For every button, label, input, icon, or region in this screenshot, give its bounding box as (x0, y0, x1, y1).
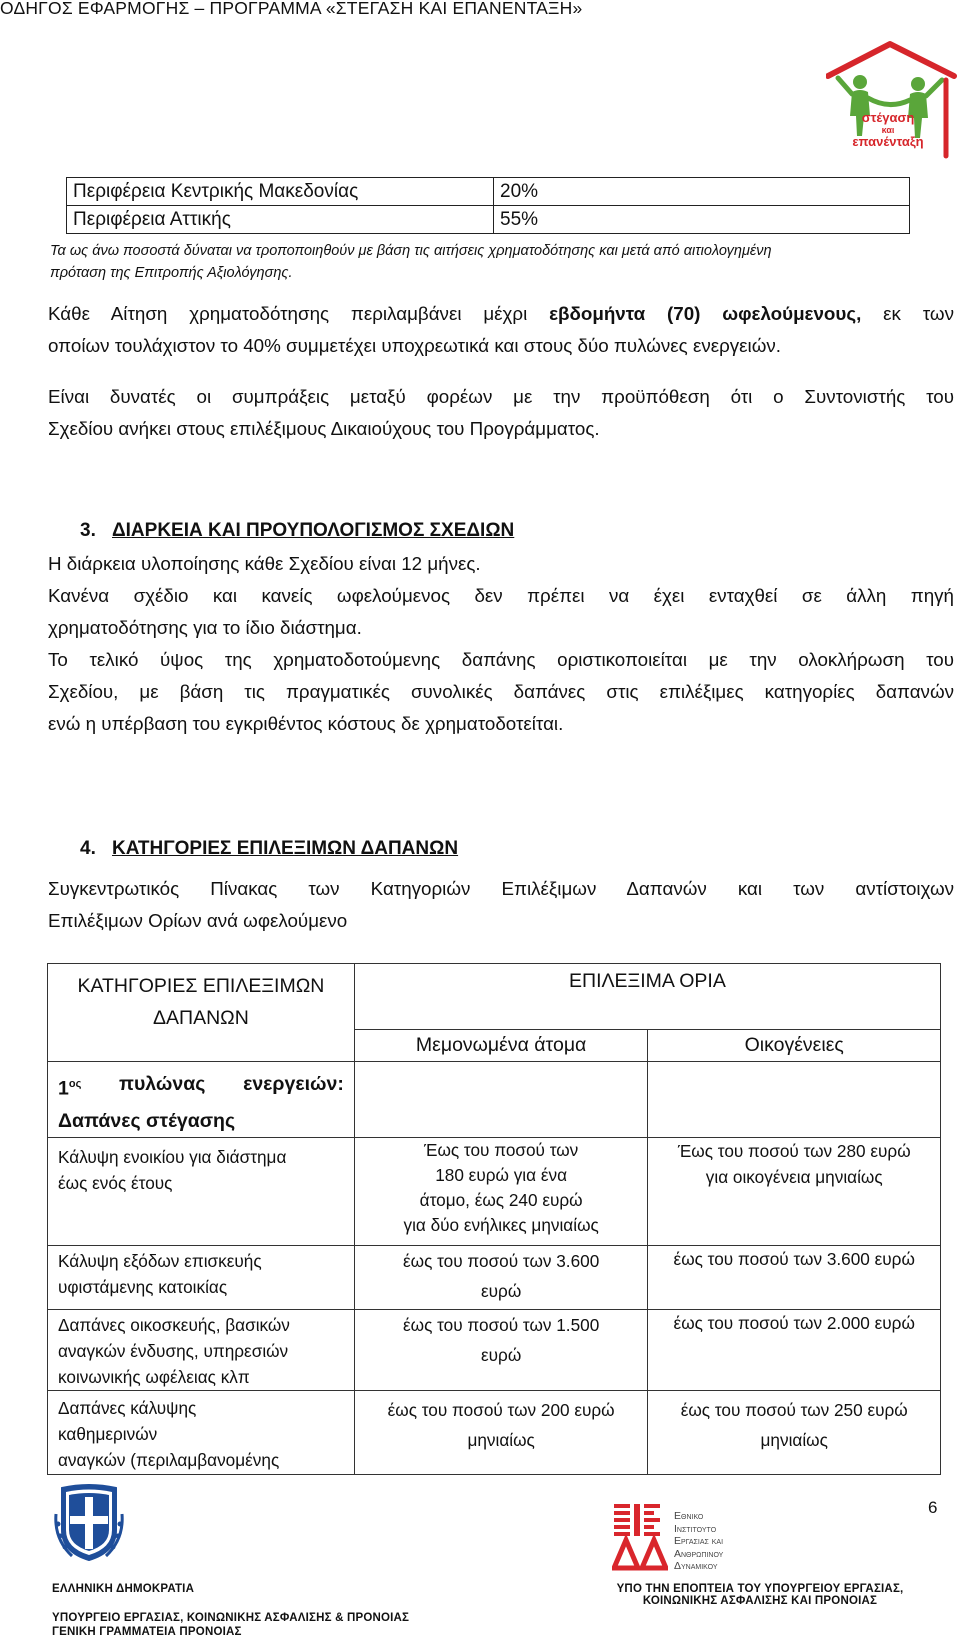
cell-line: Έως του ποσού των (423, 1139, 579, 1160)
text-segment: εκ των (861, 303, 954, 324)
pillar-superscript: ος (68, 1078, 82, 1090)
cell-line: ευρώ (480, 1280, 522, 1301)
stegasi-logo (826, 40, 960, 170)
cell-line: για οικογένεια μηνιαίως (705, 1166, 883, 1187)
logo-text-stegasi: στέγαση (861, 110, 915, 125)
document-header-title: ΟΔΗΓΟΣ ΕΦΑΡΜΟΓΗΣ – ΠΡΟΓΡΑΜΜΑ «ΣΤΕΓΑΣΗ ΚΑΙ ΕΠΑΝΕΝΤΑΞΗ» (0, 0, 583, 18)
individuals-limit-cell (354, 1309, 648, 1390)
pillar-number (58, 1068, 81, 1105)
paragraph-line: Σχεδίου ανήκει στους επιλέξιμους Δικαιούχους του Προγράμματος. (48, 418, 600, 439)
cell-line: έως του ποσού των 3.600 ευρώ (673, 1248, 915, 1269)
header-line: ΚΑΤΗΓΟΡΙΕΣ ΕΠΙΛΕΞΙΜΩΝ (77, 975, 325, 997)
section-number: 3. (80, 520, 96, 541)
paragraph-line: Κανένα σχέδιο και κανείς ωφελούμενος δεν πρέπει να έχει ενταχθεί σε άλλη πηγή (48, 585, 954, 606)
cell-line: έως ενός έτους (58, 1172, 173, 1193)
families-limit-cell (648, 1137, 941, 1245)
note-line: πρόταση της Επιτροπής Αξιολόγησης. (50, 265, 293, 281)
paragraph-line: Είναι δυνατές οι συμπράξεις μεταξύ φορέων με την προϋπόθεση ότι ο Συντονιστής του (48, 386, 954, 407)
subheader-individuals: Μεμονωμένα άτομα (354, 1030, 648, 1062)
cell-line: έως του ποσού των 2.000 ευρώ (673, 1312, 915, 1333)
region-percent: 20% (494, 178, 910, 206)
house-people-icon (826, 40, 960, 170)
individuals-limit-cell (354, 1390, 648, 1474)
category-cell (48, 1390, 355, 1474)
eiead-text-line: Ανθρωπινου (674, 1547, 724, 1560)
cell-line: έως του ποσού των 1.500 (402, 1314, 600, 1335)
eiead-text-line: Εργασιασ και (674, 1535, 724, 1547)
column-header-limits: ΕΠΙΛΕΞΙΜΑ ΟΡΙΑ (354, 964, 940, 1030)
paragraph-line: Η διάρκεια υλοποίησης κάθε Σχεδίου είναι 12 μήνες. (48, 553, 481, 574)
section-4-heading (80, 838, 458, 860)
greek-coat-of-arms (52, 1484, 126, 1564)
column-header-categories (48, 964, 355, 1062)
individuals-limit-cell (354, 1137, 648, 1245)
cell-line: ευρώ (480, 1344, 522, 1365)
cell-line: Έως του ποσού των 280 ευρώ (677, 1140, 911, 1161)
paragraph-line: Επιλέξιμων Ορίων ανά ωφελούμενο (48, 910, 348, 931)
individuals-limit-cell (354, 1245, 648, 1309)
region-name: Περιφέρεια Αττικής (67, 206, 494, 234)
table-row (48, 1309, 941, 1390)
paragraph-line: χρηματοδότησης για το ίδιο διάστημα. (48, 617, 362, 638)
header-line: ΔΑΠΑΝΩΝ (152, 1007, 249, 1029)
cell-line: 180 ευρώ για ένα (435, 1164, 568, 1185)
footer-general-secretariat: ΓΕΝΙΚΗ ΓΡΑΜΜΑΤΕΙΑ ΠΡΟΝΟΙΑΣ (52, 1626, 242, 1638)
pillar-line (58, 1068, 344, 1105)
bold-text: εβδομήντα (70) ωφελούμενους, (549, 303, 862, 324)
families-limit-cell (648, 1245, 941, 1309)
paragraph-line: Συγκεντρωτικός Πίνακας των Κατηγοριών Επιλέξιμων Δαπανών και των αντίστοιχων (48, 878, 954, 899)
cell-line: μηνιαίως (467, 1429, 535, 1450)
empty-cell (354, 1062, 648, 1138)
cell-line: άτομο, έως 240 ευρώ (419, 1189, 583, 1210)
section-3-body (48, 548, 954, 740)
region-percentage-table (66, 177, 910, 234)
footer-hellenic-republic: ΕΛΛΗΝΙΚΗ ΔΗΜΟΚΡΑΤΙΑ (52, 1583, 195, 1595)
pillar-word: πυλώνας (119, 1073, 206, 1095)
table-row-pillar (48, 1062, 941, 1138)
paragraph-line (48, 298, 954, 330)
pillar-number-text: 1 (58, 1077, 69, 1100)
cell-line: αναγκών (περιλαμβανομένης (58, 1449, 280, 1470)
table-row (67, 178, 910, 206)
text-segment: Κάθε Αίτηση χρηματοδότησης περιλαμβάνει μέχρι (48, 303, 550, 324)
section-title: ΔΙΑΡΚΕΙΑ ΚΑΙ ΠΡΟΥΠΟΛΟΓΙΣΜΟΣ ΣΧΕΔΙΩΝ (112, 520, 515, 541)
section-title: ΚΑΤΗΓΟΡΙΕΣ ΕΠΙΛΕΞΙΜΩΝ ΔΑΠΑΝΩΝ (112, 838, 459, 859)
table-row (48, 1137, 941, 1245)
table-row (67, 206, 910, 234)
cell-line: υφιστάμενης κατοικίας (58, 1276, 228, 1297)
paragraph-line: Το τελικό ύψος της χρηματοδοτούμενης δαπάνης οριστικοποιείται με την ολοκλήρωση του (48, 649, 954, 670)
cell-line: αναγκών ένδυσης, υπηρεσιών (58, 1340, 289, 1361)
cell-line: έως του ποσού των 200 ευρώ (387, 1399, 615, 1420)
table-row (48, 964, 941, 1030)
eiead-text (674, 1510, 723, 1573)
families-limit-cell (648, 1309, 941, 1390)
category-cell (48, 1245, 355, 1309)
cell-line: Δαπάνες οικοσκευής, βασικών (58, 1314, 290, 1335)
paragraph-line: ενώ η υπέρβαση του εγκριθέντος κόστους δε χρηματοδοτείται. (48, 713, 564, 734)
footer-supervision-line: ΥΠΟ ΤΗΝ ΕΠΟΠΤΕΙΑ ΤΟΥ ΥΠΟΥΡΓΕΙΟΥ ΕΡΓΑΣΙΑΣ, (616, 1583, 904, 1595)
cell-line: Κάλυψη εξόδων επισκευής (58, 1250, 262, 1271)
cell-line: μηνιαίως (760, 1429, 828, 1450)
category-cell (48, 1137, 355, 1245)
eiead-logo (612, 1502, 752, 1572)
pillar-title: Δαπάνες στέγασης (58, 1109, 236, 1132)
table-row (48, 1245, 941, 1309)
table-row (48, 1390, 941, 1474)
section-4-body (48, 873, 954, 937)
eiead-text-line: Ινστιτουτο (674, 1522, 717, 1535)
coat-of-arms-icon (52, 1484, 126, 1564)
section-3-heading (80, 520, 514, 542)
eiead-text-line: Δυναμικου (674, 1560, 718, 1572)
eiead-text-line: Εθνικο (674, 1510, 704, 1522)
cell-line: για δύο ενήλικες μηνιαίως (403, 1214, 599, 1235)
note-line: Τα ως άνω ποσοστά δύναται να τροποποιηθούν με βάση τις αιτήσεις χρηματοδότησης και μετά από αιτιολογημένη (50, 243, 772, 259)
cell-line: κοινωνικής ωφέλειας κλπ (58, 1366, 250, 1387)
page-number: 6 (928, 1498, 938, 1517)
cell-line: έως του ποσού των 250 ευρώ (680, 1399, 908, 1420)
footer-supervision-line: ΚΟΙΝΩΝΙΚΗΣ ΑΣΦΑΛΙΣΗΣ ΚΑΙ ΠΡΟΝΟΙΑΣ (642, 1595, 878, 1607)
logo-text-epanentaxi: επανένταξη (852, 134, 924, 149)
pillar-cell (48, 1062, 355, 1138)
paragraph-line: Σχεδίου, με βάση τις πραγματικές συνολικές δαπάνες στις επιλέξιμες κατηγορίες δαπανών (48, 681, 954, 702)
category-cell (48, 1309, 355, 1390)
region-percent: 55% (494, 206, 910, 234)
eiead-mark-icon (612, 1502, 668, 1572)
eligible-costs-table (47, 963, 941, 1475)
empty-cell (648, 1062, 941, 1138)
cell-line: καθημερινών (58, 1423, 158, 1444)
cell-line: Κάλυψη ενοικίου για διάστημα (58, 1146, 287, 1167)
logo-text-kai: και (881, 125, 895, 135)
families-limit-cell (648, 1390, 941, 1474)
partnerships-paragraph (48, 381, 954, 445)
beneficiaries-paragraph (48, 298, 954, 362)
pillar-word: ενεργειών: (243, 1073, 344, 1095)
cell-line: έως του ποσού των 3.600 (402, 1250, 600, 1271)
section-number: 4. (80, 838, 96, 859)
percentage-note (50, 240, 960, 284)
region-name: Περιφέρεια Κεντρικής Μακεδονίας (67, 178, 494, 206)
footer-ministry: ΥΠΟΥΡΓΕΙΟ ΕΡΓΑΣΙΑΣ, ΚΟΙΝΩΝΙΚΗΣ ΑΣΦΑΛΙΣΗΣ & ΠΡΟΝΟΙΑΣ (52, 1612, 410, 1624)
paragraph-line: οποίων τουλάχιστον το 40% συμμετέχει υποχρεωτικά και στους δύο πυλώνες ενεργειών. (48, 335, 781, 356)
subheader-families: Οικογένειες (648, 1030, 941, 1062)
cell-line: Δαπάνες κάλυψης (58, 1397, 197, 1418)
